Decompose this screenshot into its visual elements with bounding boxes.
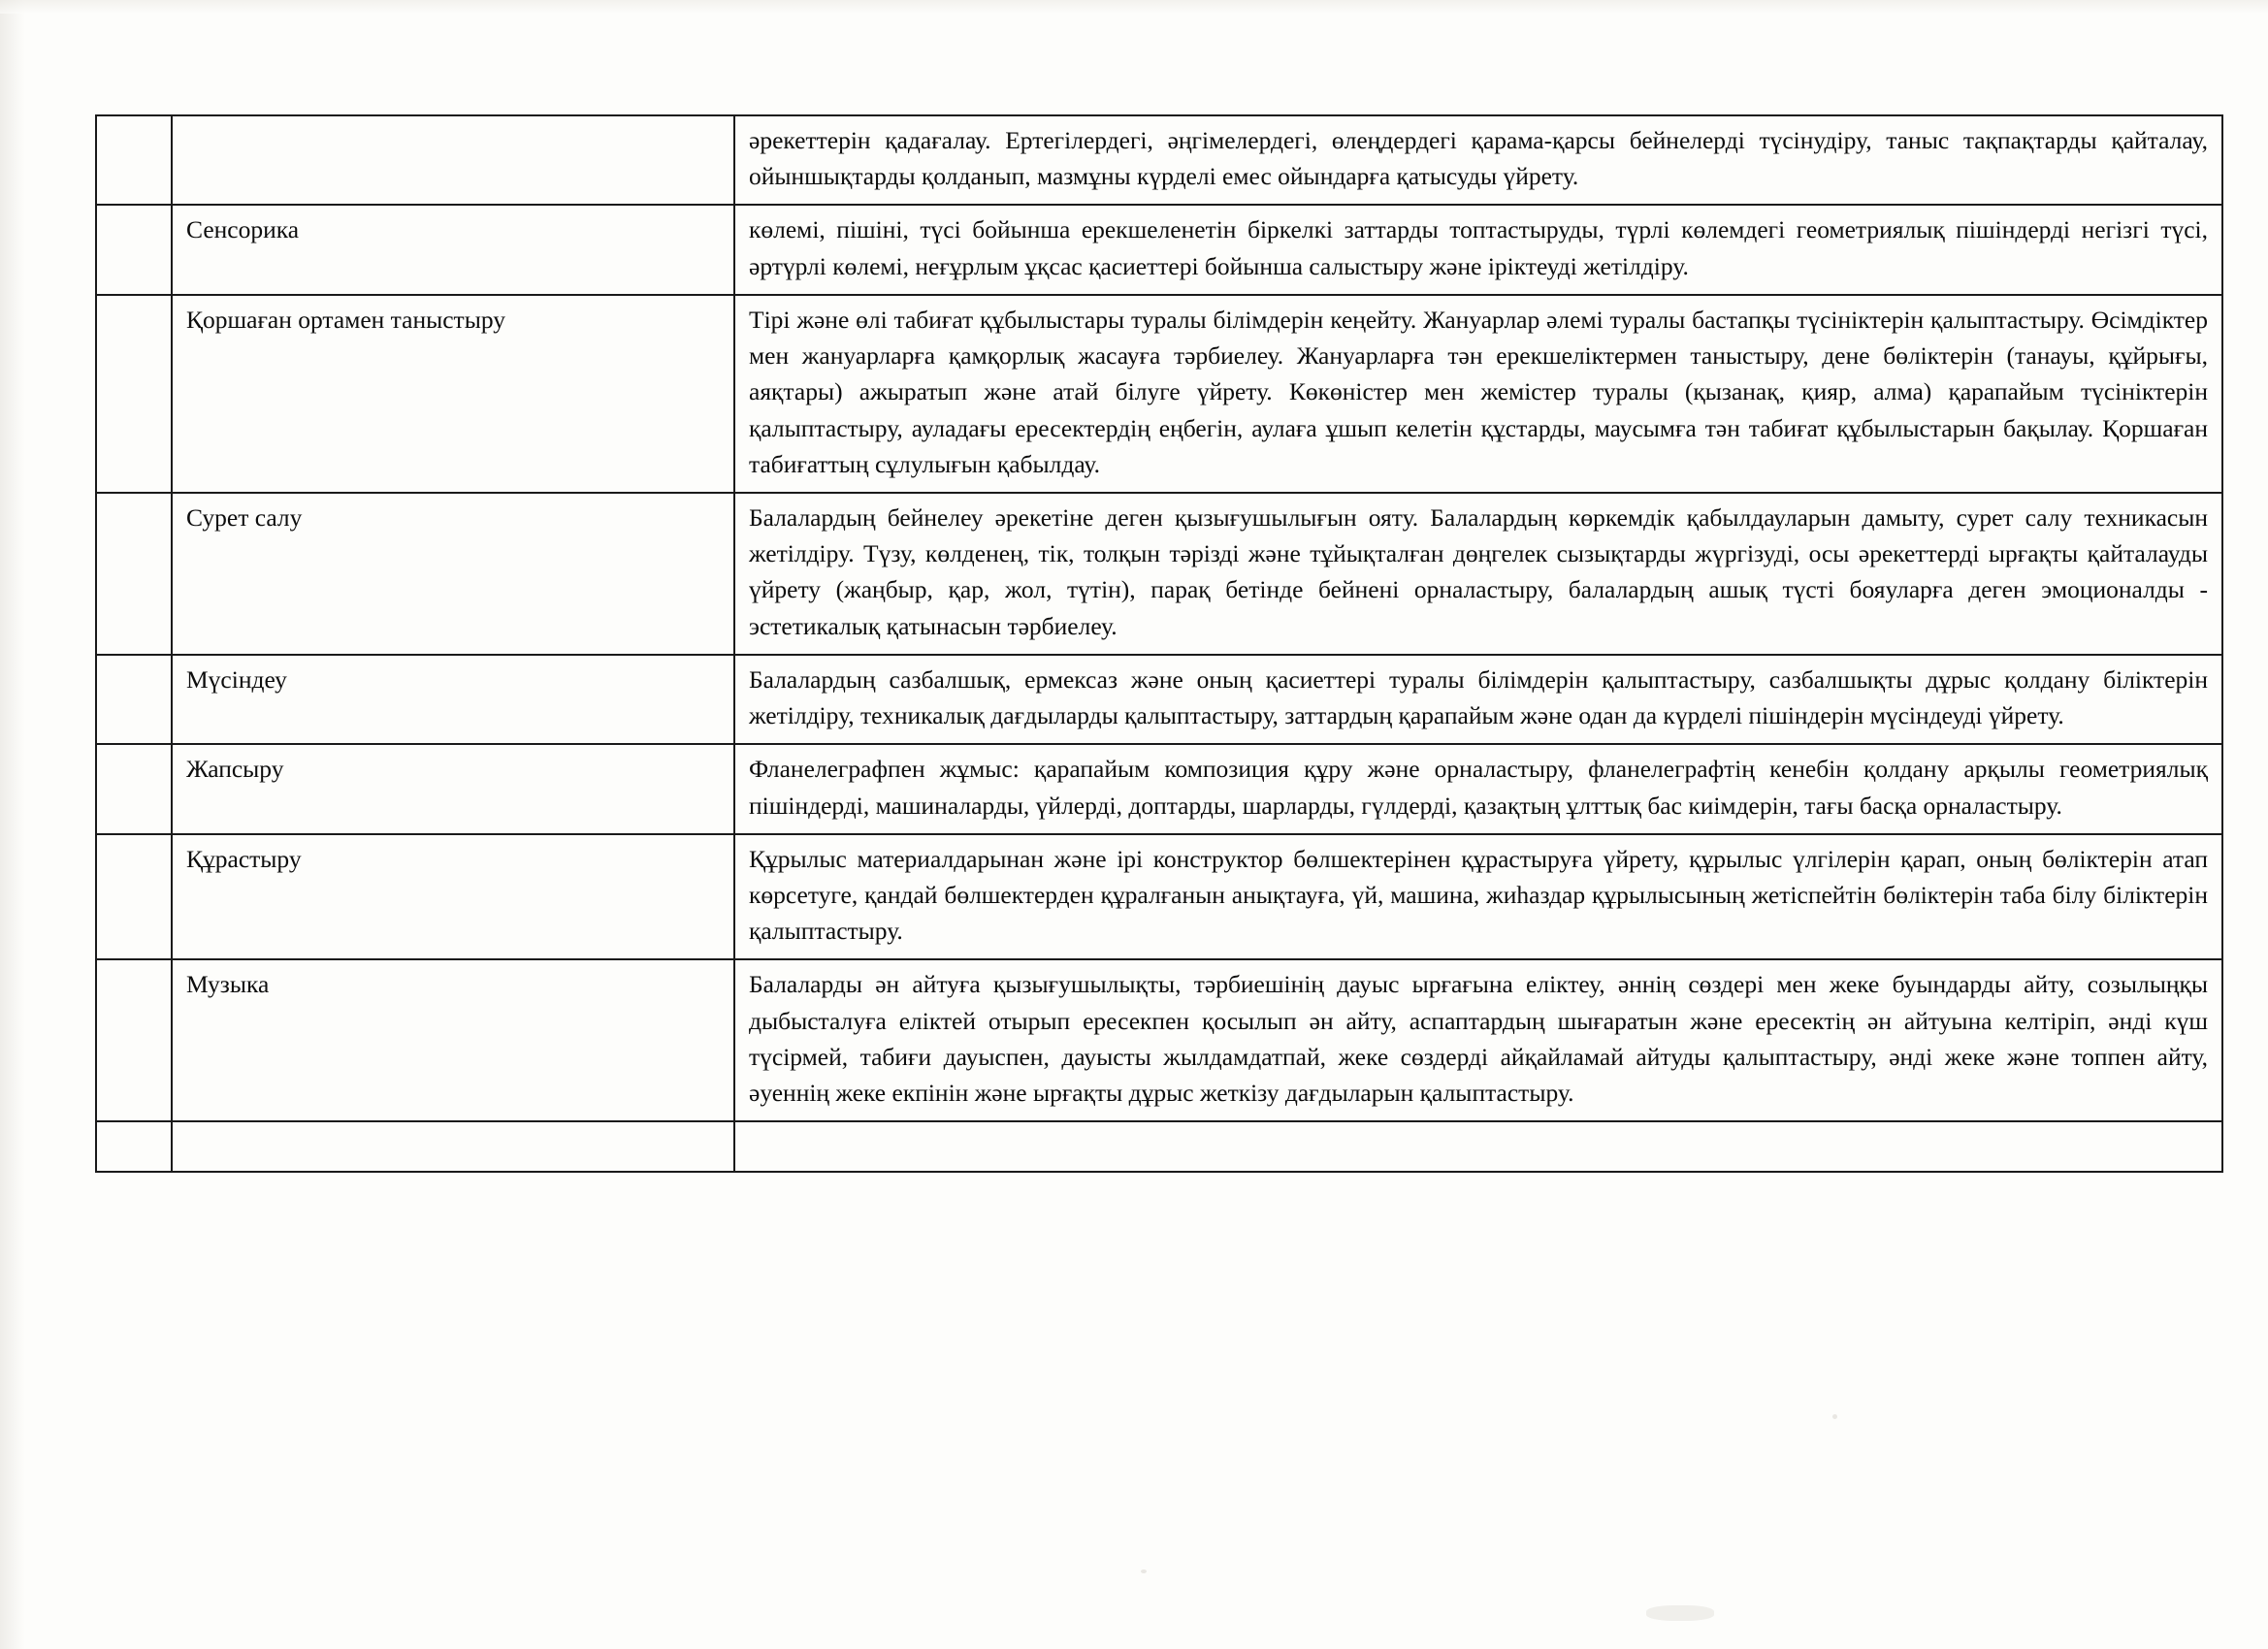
- row-marker-cell: [96, 655, 172, 744]
- table-row: [96, 493, 2222, 655]
- scan-smudge: [1646, 1605, 1714, 1621]
- table-row: [96, 655, 2222, 744]
- table-row: [96, 959, 2222, 1121]
- section-label: Сурет салу: [172, 493, 734, 655]
- section-label-empty: [172, 1121, 734, 1172]
- section-content: Тірі және өлі табиғат құбылыстары туралы білімдерін кеңейту. Жануарлар әлемі туралы бастапқы түсініктерін қалыптастыру. Өсімдіктер мен жануарларға қамқорлық жасауға тәрбиелеу. Жануарларға тән ерекшеліктермен таныстыру, дене бөліктерін (танауы, құйрығы, аяқтары) ажыратып және атай білуге үйрету. Көкөністер мен жемістер туралы (қызанақ, қияр, алма) қарапайым түсініктерін қалыптастыру, ауладағы ересектердің еңбегін, аулаға ұшып келетін құстарды, маусымға тән табиғат құбылыстарын бақылау. Қоршаған табиғаттың сұлулығын қабылдау.: [734, 295, 2222, 493]
- table-row-spacer: [96, 1121, 2222, 1172]
- curriculum-table: [95, 114, 2223, 1173]
- scan-speck: [1832, 1414, 1837, 1419]
- row-marker-cell: [96, 959, 172, 1121]
- section-label: Музыка: [172, 959, 734, 1121]
- section-content: Фланелеграфпен жұмыс: қарапайым композиция құру және орналастыру, фланелеграфтің кенебін қолдану арқылы геометриялық пішіндерді, машиналарды, үйлерді, доптарды, шарларды, гүлдерді, қазақтың ұлттық бас киімдерін, тағы басқа орналастыру.: [734, 744, 2222, 833]
- section-content: Балаларды ән айтуға қызығушылықты, тәрбиешінің дауыс ырғағына еліктеу, әннің сөздері мен жеке буындарды айту, созылыңқы дыбысталуға еліктей отырып ересекпен қосылып ән айту, аспаптардың шығаратын және ересектің ән айтуына келтіріп, әнді күш түсірмей, табиғи дауыспен, дауысты жылдамдатпай, жеке сөздерді айқайламай айтуды қалыптастыру, әнді жеке және топпен айту, әуеннің жеке екпінін және ырғақты дұрыс жеткізу дағдыларын қалыптастыру.: [734, 959, 2222, 1121]
- row-marker-cell: [96, 834, 172, 960]
- row-marker-cell: [96, 115, 172, 205]
- section-label: Мүсіндеу: [172, 655, 734, 744]
- row-marker-cell: [96, 295, 172, 493]
- section-label: Қоршаған ортамен таныстыру: [172, 295, 734, 493]
- row-marker-cell: [96, 1121, 172, 1172]
- scan-speck: [1141, 1569, 1147, 1573]
- section-label: [172, 115, 734, 205]
- section-label: Сенсорика: [172, 205, 734, 294]
- section-content: Құрылыс материалдарынан және ірі конструктор бөлшектерінен құрастыруға үйрету, құрылыс үлгілерін қарап, оның бөліктерін атап көрсетуге, қандай бөлшектерден құралғанын анықтауға, үй, машина, жиһаздар құрылысының жетіспейтін бөліктерін таба білу біліктерін қалыптастыру.: [734, 834, 2222, 960]
- section-label: Құрастыру: [172, 834, 734, 960]
- row-marker-cell: [96, 744, 172, 833]
- section-content: Балалардың бейнелеу әрекетіне деген қызығушылығын ояту. Балалардың көркемдік қабылдауларын дамыту, сурет салу техникасын жетілдіру. Түзу, көлденең, тік, толқын тәрізді және тұйықталған дөңгелек сызықтарды жүргізуді, осы әрекеттерді ырғақты қайталауды үйрету (жаңбыр, қар, жол, түтін), парақ бетінде бейнені орналастыру, балалардың ашық түсті бояуларға деген эмоционалды - эстетикалық қатынасын тәрбиелеу.: [734, 493, 2222, 655]
- table-row: [96, 744, 2222, 833]
- scan-edge-left: [0, 0, 25, 1649]
- table-row: [96, 115, 2222, 205]
- scan-edge-top: [0, 0, 2268, 14]
- table-row: [96, 834, 2222, 960]
- section-label: Жапсыру: [172, 744, 734, 833]
- section-content: әрекеттерін қадағалау. Ертегілердегі, әңгімелердегі, өлеңдердегі қарама-қарсы бейнелерді түсінудіру, таныс тақпақтарды қайталау, ойыншықтарды қолданып, мазмұны күрделі емес ойындарға қатысуды үйрету.: [734, 115, 2222, 205]
- section-content: көлемі, пішіні, түсі бойынша ерекшеленетін біркелкі заттарды топтастыруды, түрлі көлемдегі геометриялық пішіндерді негізгі түсі, әртүрлі көлемі, неғұрлым ұқсас қасиеттері бойынша салыстыру және іріктеуді жетілдіру.: [734, 205, 2222, 294]
- row-marker-cell: [96, 493, 172, 655]
- section-content-empty: [734, 1121, 2222, 1172]
- row-marker-cell: [96, 205, 172, 294]
- section-content: Балалардың сазбалшық, ермексаз және оның қасиеттері туралы білімдерін қалыптастыру, сазбалшықты дұрыс қолдану біліктерін жетілдіру, техникалық дағдыларды қалыптастыру, заттардың қарапайым және одан да күрделі пішіндерін мүсіндеуді үйрету.: [734, 655, 2222, 744]
- table-row: [96, 295, 2222, 493]
- table-row: [96, 205, 2222, 294]
